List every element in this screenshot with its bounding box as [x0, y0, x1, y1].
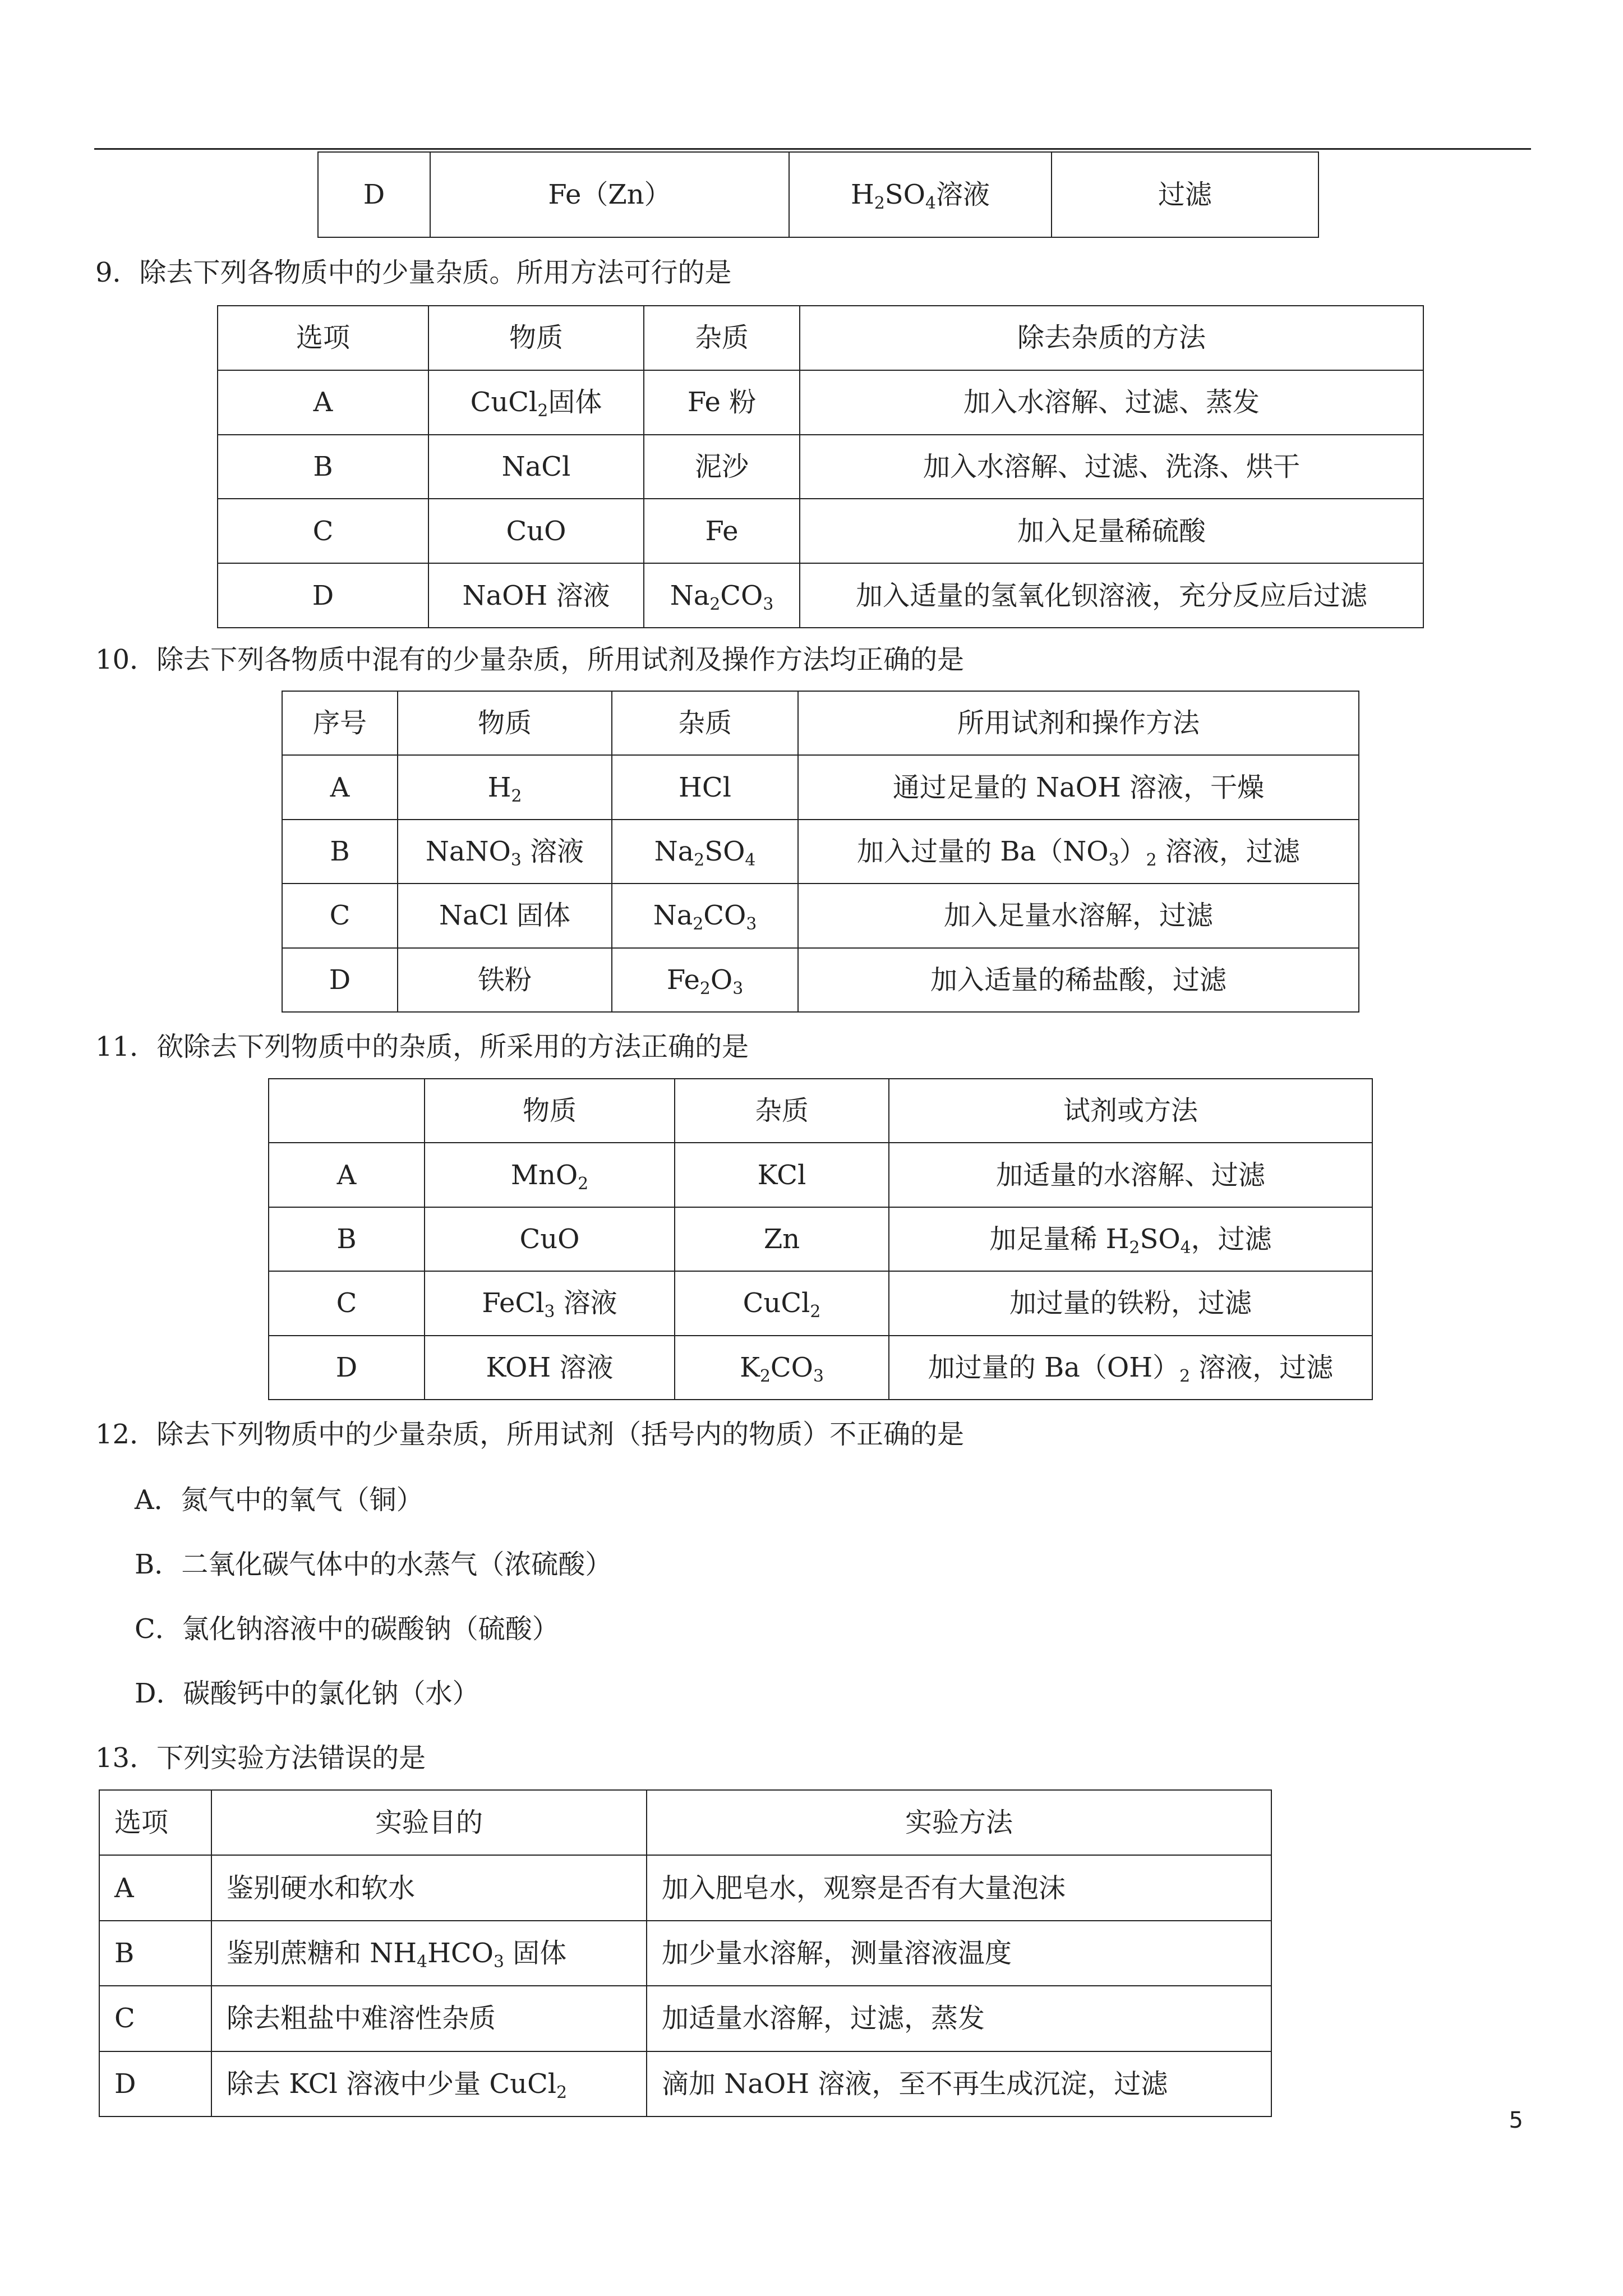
question-10-stem: 10．除去下列各物质中混有的少量杂质，所用试剂及操作方法均正确的是	[95, 644, 965, 675]
method-cell: 过滤	[1052, 152, 1318, 237]
table-row	[218, 370, 1423, 435]
method-cell: 加入适量的氢氧化钡溶液，充分反应后过滤	[800, 563, 1423, 628]
substance-cell: Fe（Zn）	[430, 152, 789, 237]
option-cell: A	[269, 1143, 425, 1207]
method-cell: 加入肥皂水，观察是否有大量泡沫	[647, 1855, 1271, 1920]
substance-cell: MnO$_2$	[425, 1143, 675, 1207]
option-cell: B	[218, 435, 428, 499]
table-row	[99, 1986, 1271, 2051]
table-row	[269, 1143, 1372, 1207]
substance-cell: CuO	[428, 499, 644, 563]
question-11-stem: 11．欲除去下列物质中的杂质，所采用的方法正确的是	[95, 1031, 749, 1062]
substance-cell: NaOH 溶液	[428, 563, 644, 628]
impurity-cell: Fe 粉	[644, 370, 800, 435]
table-row	[282, 884, 1359, 947]
goal-cell: 除去粗盐中难溶性杂质	[211, 1986, 647, 2051]
question-13-stem: 13．下列实验方法错误的是	[95, 1742, 426, 1774]
method-cell: 加入水溶解、过滤、蒸发	[800, 370, 1423, 435]
question-12-option-c: C．氯化钠溶液中的碳酸钠（硫酸）	[135, 1613, 559, 1645]
substance-cell: CuO	[425, 1207, 675, 1271]
impurity-cell: $Na_2SO_4$	[612, 820, 798, 884]
method-cell: 加入适量的稀盐酸，过滤	[798, 948, 1359, 1012]
method-cell: 加过量的铁粉，过滤	[889, 1271, 1372, 1335]
impurity-cell: HCl	[612, 755, 798, 819]
header-cell: 序号	[282, 691, 398, 755]
impurity-cell: Zn	[675, 1207, 889, 1271]
header-cell: 实验方法	[647, 1790, 1271, 1855]
option-cell: D	[218, 563, 428, 628]
header-rule	[94, 148, 1531, 150]
impurity-cell: KCl	[675, 1143, 889, 1207]
question-12-option-a: A．氮气中的氧气（铜）	[135, 1484, 423, 1516]
method-cell: 加入过量的 $Ba(NO_3)_2$ 溶液，过滤	[798, 820, 1359, 884]
header-cell: 选项	[218, 306, 428, 370]
option-cell: B	[99, 1921, 211, 1986]
option-cell: C	[282, 884, 398, 947]
header-cell: 杂质	[675, 1079, 889, 1143]
table-header-row	[282, 691, 1359, 755]
option-cell: A	[282, 755, 398, 819]
header-cell: 试剂或方法	[889, 1079, 1372, 1143]
header-cell: 实验目的	[211, 1790, 647, 1855]
q13-table	[99, 1789, 1272, 2117]
method-cell: 加过量的 $Ba(OH)_2$ 溶液，过滤	[889, 1336, 1372, 1400]
impurity-cell: Fe	[644, 499, 800, 563]
table-row	[218, 499, 1423, 563]
table-header-row	[269, 1079, 1372, 1143]
table-row	[99, 1855, 1271, 1920]
table-row	[269, 1336, 1372, 1400]
table-row	[99, 2051, 1271, 2116]
impurity-cell: $Na_2CO_3$	[644, 563, 800, 628]
reagent-cell: $H_2SO_4$溶液	[789, 152, 1052, 237]
table-row	[269, 1271, 1372, 1335]
impurity-cell: CuCl$_2$	[675, 1271, 889, 1335]
q8-tail-table	[317, 151, 1319, 238]
option-cell: B	[269, 1207, 425, 1271]
header-cell	[269, 1079, 425, 1143]
substance-cell: NaCl 固体	[398, 884, 612, 947]
table-row	[218, 435, 1423, 499]
q9-table	[217, 305, 1424, 628]
header-cell: 所用试剂和操作方法	[798, 691, 1359, 755]
q10-table	[282, 691, 1359, 1013]
table-header-row	[99, 1790, 1271, 1855]
option-cell: D	[269, 1336, 425, 1400]
question-12-option-b: B．二氧化碳气体中的水蒸气（浓硫酸）	[135, 1549, 612, 1580]
substance-cell: KOH 溶液	[425, 1336, 675, 1400]
table-row	[318, 152, 1318, 237]
substance-cell: $H_2$	[398, 755, 612, 819]
goal-cell: 除去 KCl 溶液中少量 CuCl$_2$	[211, 2051, 647, 2116]
table-row	[282, 820, 1359, 884]
substance-cell: 铁粉	[398, 948, 612, 1012]
substance-cell: FeCl$_3$ 溶液	[425, 1271, 675, 1335]
question-9-stem: 9．除去下列各物质中的少量杂质。所用方法可行的是	[95, 257, 732, 288]
option-cell: A	[99, 1855, 211, 1920]
substance-cell: CuCl$_2$固体	[428, 370, 644, 435]
impurity-cell: $K_2CO_3$	[675, 1336, 889, 1400]
option-cell: C	[269, 1271, 425, 1335]
table-header-row	[218, 306, 1423, 370]
question-12-stem: 12．除去下列物质中的少量杂质，所用试剂（括号内的物质）不正确的是	[95, 1419, 965, 1450]
method-cell: 加入足量水溶解，过滤	[798, 884, 1359, 947]
table-row	[282, 755, 1359, 819]
option-cell: A	[218, 370, 428, 435]
option-cell: D	[318, 152, 430, 237]
impurity-cell: $Fe_2O_3$	[612, 948, 798, 1012]
table-row	[282, 948, 1359, 1012]
option-cell: B	[282, 820, 398, 884]
table-row	[99, 1921, 1271, 1986]
method-cell: 加少量水溶解，测量溶液温度	[647, 1921, 1271, 1986]
substance-cell: NaNO$_3$ 溶液	[398, 820, 612, 884]
goal-cell: 鉴别蔗糖和 $NH_4HCO_3$ 固体	[211, 1921, 647, 1986]
option-cell: C	[218, 499, 428, 563]
header-cell: 物质	[428, 306, 644, 370]
method-cell: 加适量的水溶解、过滤	[889, 1143, 1372, 1207]
q11-table	[268, 1078, 1373, 1400]
header-cell: 选项	[99, 1790, 211, 1855]
method-cell: 通过足量的 NaOH 溶液，干燥	[798, 755, 1359, 819]
impurity-cell: $Na_2CO_3$	[612, 884, 798, 947]
header-cell: 除去杂质的方法	[800, 306, 1423, 370]
option-cell: D	[282, 948, 398, 1012]
goal-cell: 鉴别硬水和软水	[211, 1855, 647, 1920]
method-cell: 加适量水溶解，过滤，蒸发	[647, 1986, 1271, 2051]
substance-cell: NaCl	[428, 435, 644, 499]
method-cell: 加足量稀 $H_2SO_4$，过滤	[889, 1207, 1372, 1271]
method-cell: 加入水溶解、过滤、洗涤、烘干	[800, 435, 1423, 499]
table-row	[269, 1207, 1372, 1271]
header-cell: 物质	[425, 1079, 675, 1143]
table-row	[218, 563, 1423, 628]
option-cell: D	[99, 2051, 211, 2116]
header-cell: 杂质	[644, 306, 800, 370]
method-cell: 加入足量稀硫酸	[800, 499, 1423, 563]
header-cell: 杂质	[612, 691, 798, 755]
method-cell: 滴加 NaOH 溶液，至不再生成沉淀，过滤	[647, 2051, 1271, 2116]
question-12-option-d: D．碳酸钙中的氯化钠（水）	[135, 1678, 479, 1709]
header-cell: 物质	[398, 691, 612, 755]
option-cell: C	[99, 1986, 211, 2051]
impurity-cell: 泥沙	[644, 435, 800, 499]
page-number: 5	[1509, 2108, 1523, 2133]
